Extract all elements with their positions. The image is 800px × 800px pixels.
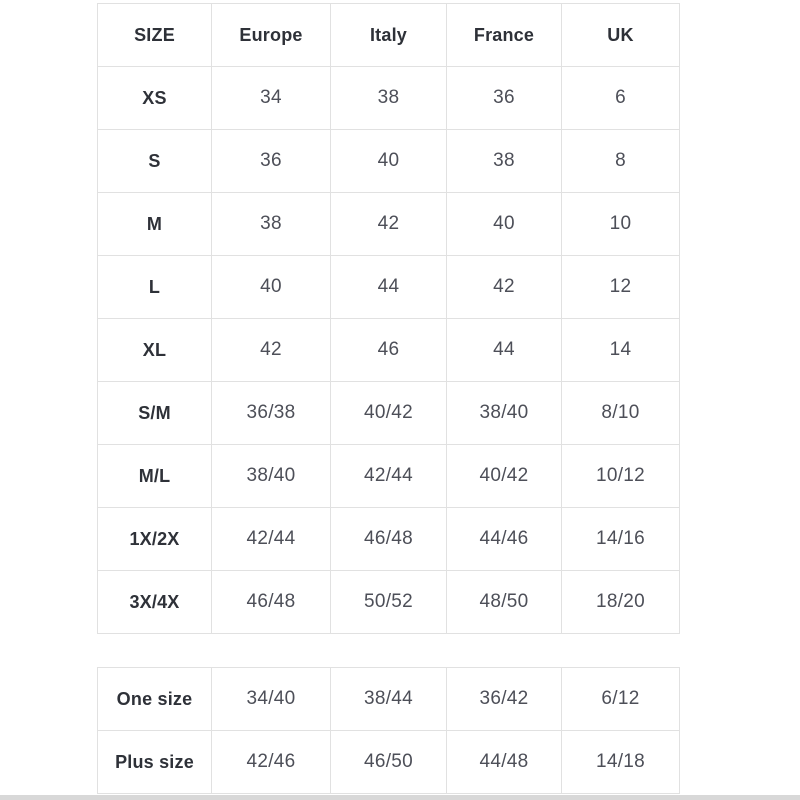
- table-row-xs: [98, 67, 680, 130]
- table-row-l: [98, 256, 680, 319]
- row-label: Plus size: [98, 731, 212, 794]
- row-label: One size: [98, 668, 212, 731]
- table-row-3x-4x: [98, 571, 680, 634]
- cell-france: 36: [447, 67, 562, 130]
- column-header-uk: UK: [562, 4, 680, 67]
- row-label: S: [98, 130, 212, 193]
- cell-europe: 40: [212, 256, 331, 319]
- cell-uk: 14/16: [562, 508, 680, 571]
- cell-uk: 8: [562, 130, 680, 193]
- cell-france: 48/50: [447, 571, 562, 634]
- column-header-france: France: [447, 4, 562, 67]
- table-row-m-l: [98, 445, 680, 508]
- special-sizes-table: [97, 667, 680, 794]
- column-header-europe: Europe: [212, 4, 331, 67]
- cell-italy: 40/42: [331, 382, 447, 445]
- cell-uk: 6/12: [562, 668, 680, 731]
- size-conversion-table-container: [97, 3, 679, 634]
- cell-italy: 46/50: [331, 731, 447, 794]
- row-label: XL: [98, 319, 212, 382]
- special-sizes-table-container: [97, 667, 679, 794]
- page-bottom-divider: [0, 795, 800, 800]
- cell-uk: 18/20: [562, 571, 680, 634]
- cell-italy: 50/52: [331, 571, 447, 634]
- row-label: 3X/4X: [98, 571, 212, 634]
- cell-france: 44/46: [447, 508, 562, 571]
- table-row-xl: [98, 319, 680, 382]
- cell-france: 44/48: [447, 731, 562, 794]
- cell-france: 38/40: [447, 382, 562, 445]
- cell-uk: 14/18: [562, 731, 680, 794]
- row-label: 1X/2X: [98, 508, 212, 571]
- row-label: L: [98, 256, 212, 319]
- cell-europe: 34: [212, 67, 331, 130]
- cell-france: 40: [447, 193, 562, 256]
- cell-europe: 42/44: [212, 508, 331, 571]
- cell-italy: 46: [331, 319, 447, 382]
- cell-europe: 36: [212, 130, 331, 193]
- row-label: M: [98, 193, 212, 256]
- table-row-s: [98, 130, 680, 193]
- cell-italy: 38/44: [331, 668, 447, 731]
- cell-france: 36/42: [447, 668, 562, 731]
- cell-france: 38: [447, 130, 562, 193]
- table-row-m: [98, 193, 680, 256]
- column-header-size: SIZE: [98, 4, 212, 67]
- cell-europe: 36/38: [212, 382, 331, 445]
- cell-uk: 12: [562, 256, 680, 319]
- cell-france: 40/42: [447, 445, 562, 508]
- cell-italy: 42: [331, 193, 447, 256]
- table-header-row: [98, 4, 680, 67]
- table-row-plus-size: [98, 731, 680, 794]
- table-row-1x-2x: [98, 508, 680, 571]
- row-label: XS: [98, 67, 212, 130]
- cell-italy: 44: [331, 256, 447, 319]
- cell-uk: 14: [562, 319, 680, 382]
- cell-europe: 38/40: [212, 445, 331, 508]
- cell-france: 42: [447, 256, 562, 319]
- cell-france: 44: [447, 319, 562, 382]
- row-label: M/L: [98, 445, 212, 508]
- cell-uk: 6: [562, 67, 680, 130]
- size-conversion-table: [97, 3, 680, 634]
- cell-italy: 38: [331, 67, 447, 130]
- cell-uk: 8/10: [562, 382, 680, 445]
- cell-europe: 42: [212, 319, 331, 382]
- cell-italy: 42/44: [331, 445, 447, 508]
- cell-uk: 10/12: [562, 445, 680, 508]
- cell-europe: 42/46: [212, 731, 331, 794]
- cell-uk: 10: [562, 193, 680, 256]
- row-label: S/M: [98, 382, 212, 445]
- cell-europe: 38: [212, 193, 331, 256]
- cell-europe: 34/40: [212, 668, 331, 731]
- table-row-s-m: [98, 382, 680, 445]
- cell-italy: 46/48: [331, 508, 447, 571]
- cell-europe: 46/48: [212, 571, 331, 634]
- cell-italy: 40: [331, 130, 447, 193]
- table-row-one-size: [98, 668, 680, 731]
- column-header-italy: Italy: [331, 4, 447, 67]
